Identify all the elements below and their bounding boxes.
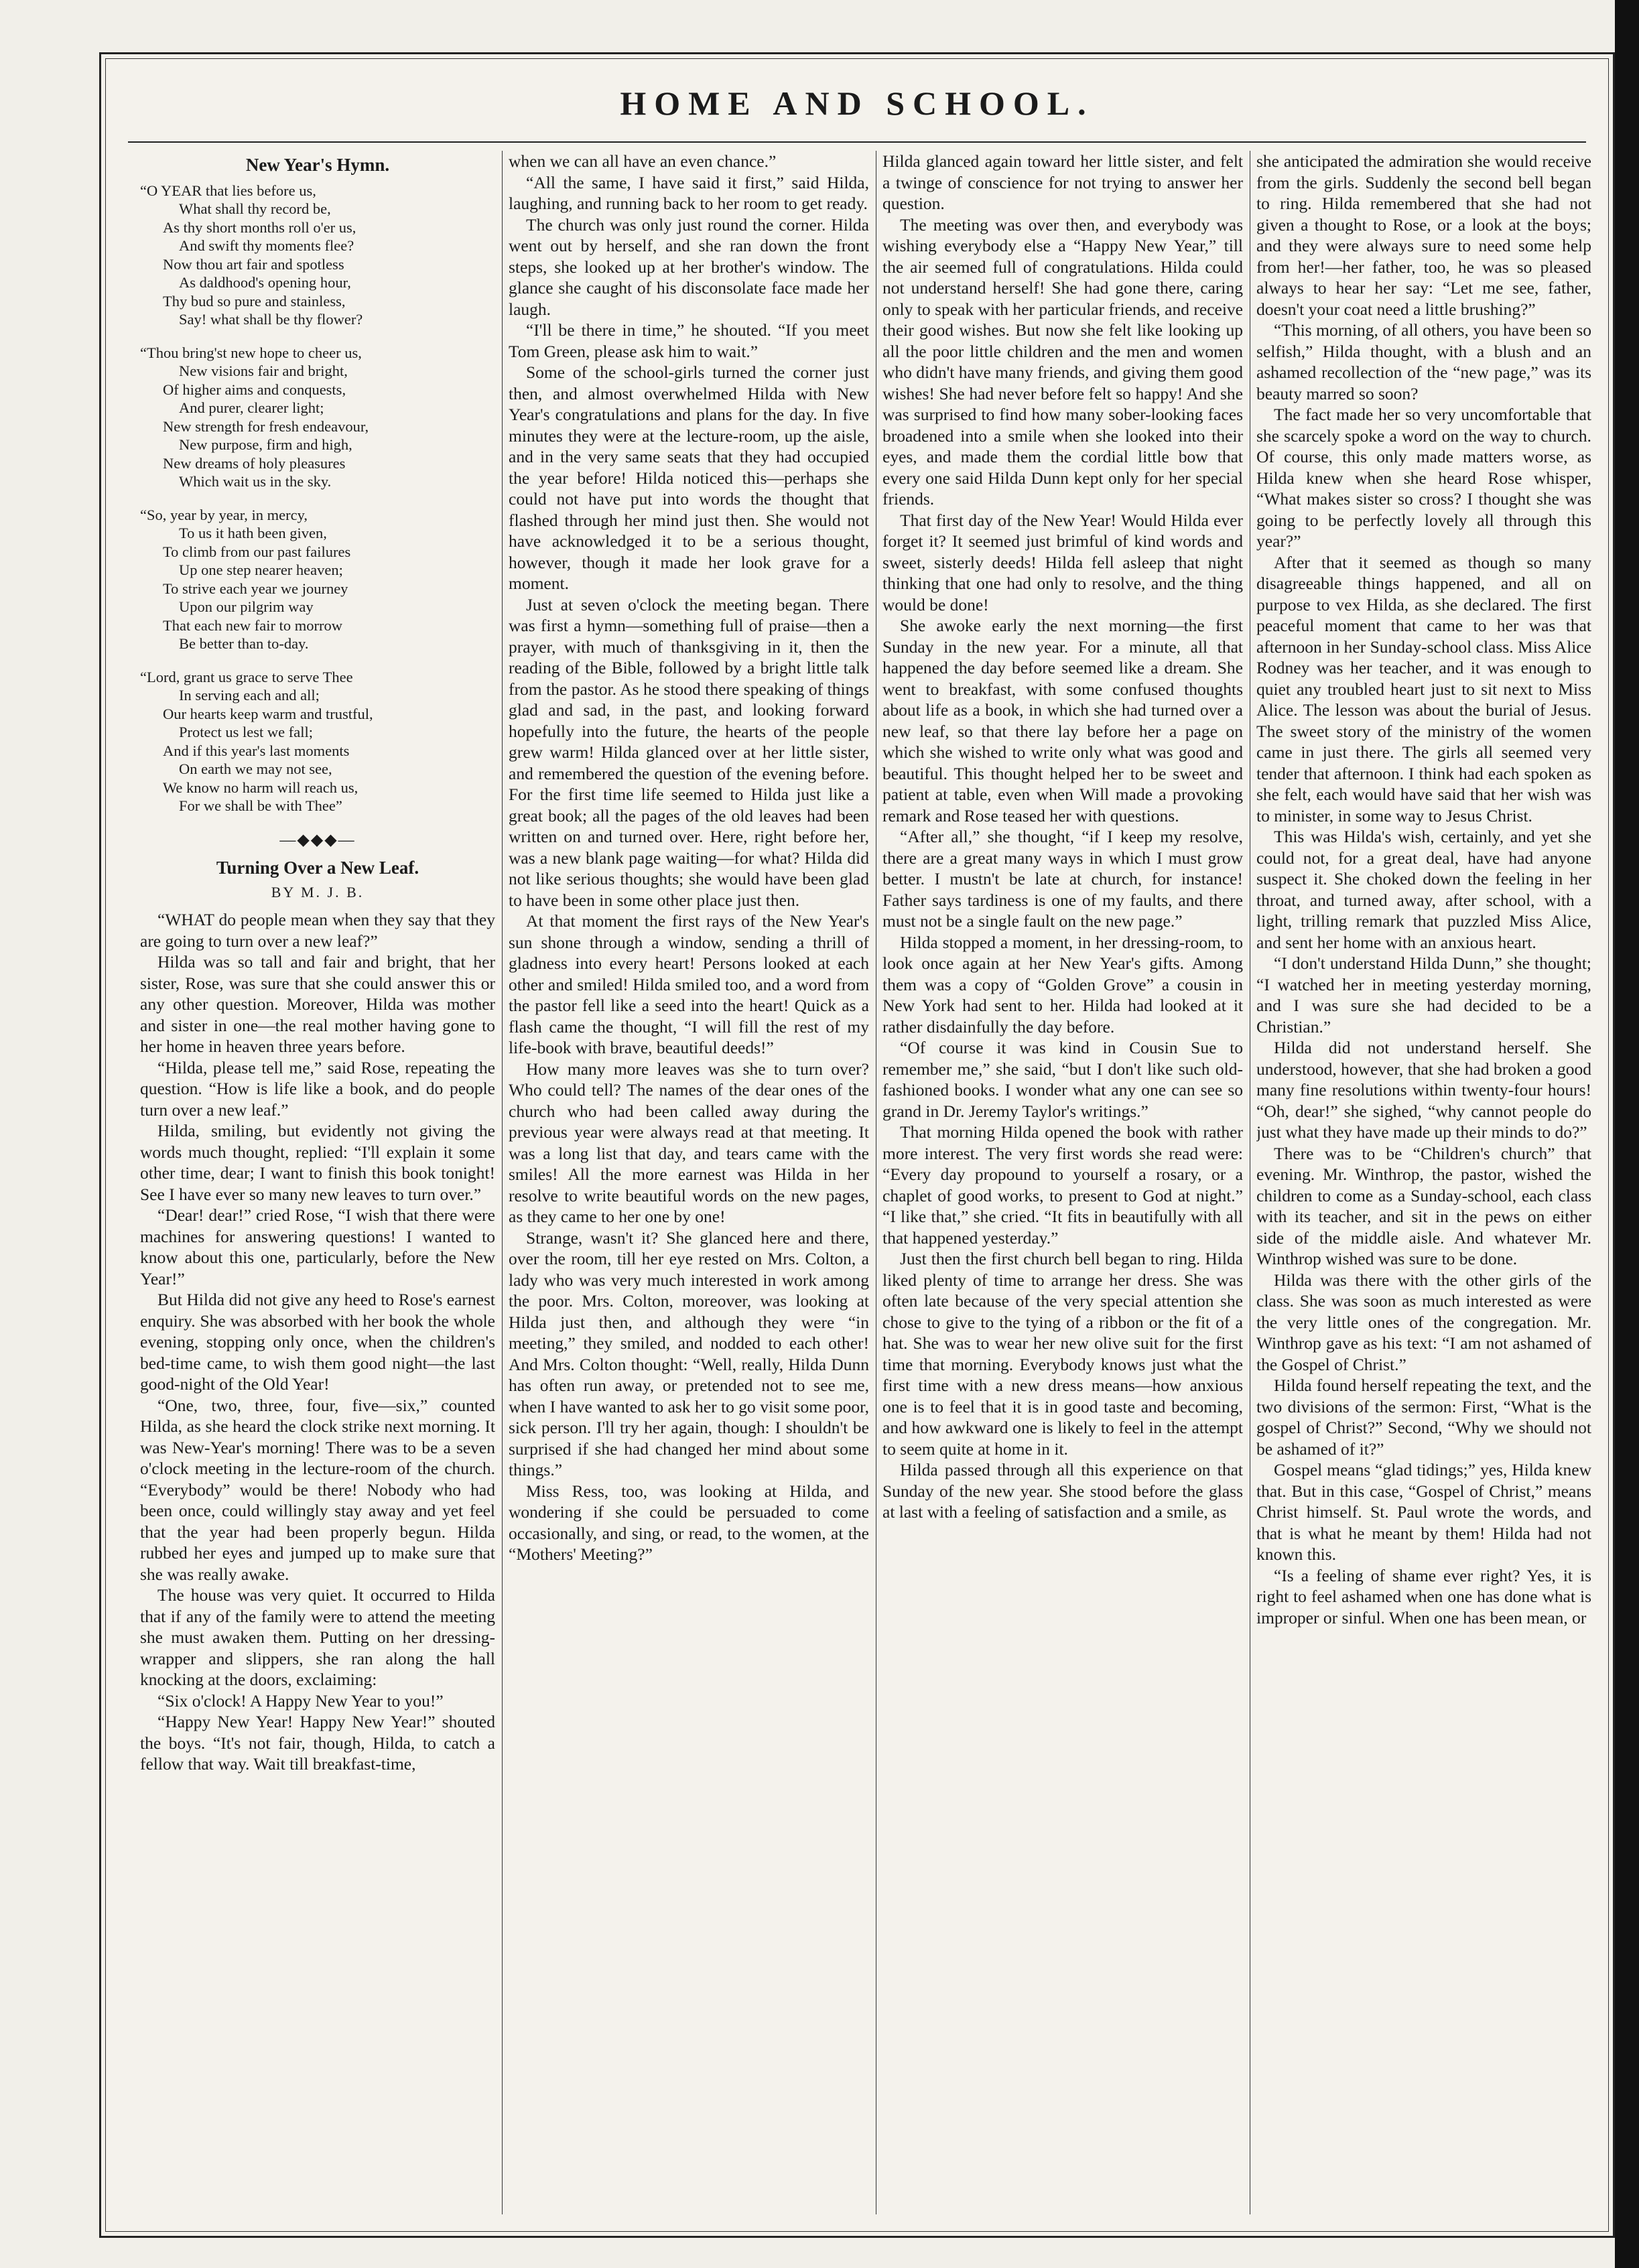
hymn-line: New dreams of holy pleasures [163,454,346,472]
hymn-line: “O YEAR that lies before us, [140,182,316,199]
hymn-line: On earth we may not see, [179,760,332,777]
hymn-line: Upon our pilgrim way [179,598,314,615]
hymn-line: We know no harm will reach us, [163,779,358,796]
story-paragraph: There was to be “Children's church” that evening. Mr. Winthrop, the pastor, wished the children to come as a Sunday-school, each class with its teacher, and sit in the pews on either side of the middle aisle. And whatever Mr. Winthrop wished was sure to be done. [1256,1143,1591,1268]
column-2-text [509,151,869,1565]
story-paragraph: Hilda, smiling, but evidently not giving the words much thought, replied: “I'll explain it some other time, dear; I want to finish this book tonight! See I have ever so many new leaves to turn over.” [140,1121,495,1204]
hymn-line: New purpose, firm and high, [179,436,352,453]
story-paragraph: when we can all have an even chance.” [509,151,777,171]
column-2 [509,151,869,2214]
column-4 [1256,151,1591,2214]
hymn-line: Our hearts keep warm and trustful, [163,705,373,722]
hymn-stanzas [140,182,495,815]
story-paragraph: Just then the first church bell began to ring. Hilda liked plenty of time to arrange her dress. She was often late because of the very special attention she chose to give to the tying of a ribbon or the fit of a hat. She was to wear her new olive suit for the first time that morning. Everybody knows just what the first time with a new dress means—how anxious one is to feel that it is in good taste and becoming, and how awkward one is likely to feel in the attempt to seem quite at home in it. [882,1249,1243,1459]
story-paragraph: Hilda glanced again toward her little sister, and felt a twinge of conscience for not trying to answer her question. [882,151,1243,213]
hymn-line: To us it hath been given, [179,525,327,541]
hymn-stanza [140,182,495,329]
hymn-line: Which wait us in the sky. [179,473,332,490]
hymn-line: As daldhood's opening hour, [179,274,351,291]
column-4-text [1256,151,1591,1628]
story-paragraph: Strange, wasn't it? She glanced here and there, over the room, till her eye rested on Mrs. Colton, a lady who was very much interested in work among the poor. Mrs. Colton, moreover, was looking at Hilda just then, and although they were “in meeting,” they smiled, and nodded to each other! And Mrs. Colton thought: “Well, really, Hilda Dunn has often run away, or pretended not to see me, when I have wanted to ask her to go visit some poor, sick person. I'll try her again, though: I shouldn't be surprised if she had changed her mind about some things.” [509,1227,869,1479]
separator-ornament: —◆◆◆— [279,831,356,849]
hymn-title: New Year's Hymn. [245,155,390,175]
hymn-line: Be better than to-day. [179,635,309,652]
story-paragraph: “Happy New Year! Happy New Year!” shouted the boys. “It's not fair, though, Hilda, to catch a fellow that way. Wait till breakfast-time, [140,1712,495,1774]
hymn-line: “Lord, grant us grace to serve Thee [140,668,353,685]
story-paragraph: Hilda was there with the other girls of the class. She was soon as much interested as were the very little ones of the congregation. Mr. Winthrop gave as his text: “I am not ashamed of the Gospel of Christ.” [1256,1270,1591,1374]
column-divider [502,151,503,2214]
story-paragraph: At that moment the first rays of the New Year's sun shone through a window, sending a thrill of gladness into every heart! Persons looked at each other and smiled! Hilda smiled too, and a word from the pastor fell like a seed into the heart! Quick as a flash came the thought, “I will fill the rest of my life-book with brave, beautiful deeds!” [509,911,869,1057]
page-edge-shadow [1615,0,1639,2268]
story-paragraph: “This morning, of all others, you have been so selfish,” Hilda thought, with a blush and an ashamed recollection of the “new page,” was its beauty marred so soon? [1256,320,1591,403]
column-3 [882,151,1243,2214]
column-1-text [140,909,495,1775]
story-paragraph: “WHAT do people mean when they say that they are going to turn over a new leaf?” [140,910,495,951]
story-paragraph: After that it seemed as though so many disagreeable things happened, and all on purpose to vex Hilda, as she declared. The first peaceful moment that came to her was that afternoon in her Sunday-school class. Miss Alice Rodney was her teacher, and it was enough to quiet any troubled heart just to sit next to Miss Alice. The lesson was about the burial of Jesus. The sweet story of the ministry of the women came in just there. The girls all seemed very tender that afternoon. I think had each spoken as she felt, each would have said that her wish was to minister, in some way to Jesus Christ. [1256,552,1591,825]
story-paragraph: Hilda found herself repeating the text, and the two divisions of the sermon: First, “What is the gospel of Christ?” Second, “Why we should not be ashamed of it?” [1256,1376,1591,1459]
hymn-line: Protect us lest we fall; [179,724,313,740]
column-3-text [882,151,1243,1523]
story-paragraph: But Hilda did not give any heed to Rose's earnest enquiry. She was absorbed with her book the whole evening, stopping only once, when the children's bed-time came, to wish them good night—the last good-night of the Old Year! [140,1290,495,1394]
story-paragraph: she anticipated the admiration she would receive from the girls. Suddenly the second bell began to ring. Hilda remembered that she had not given a thought to Rose, or a look at the boys; and they were always sure to need some help from her!—her father, too, he was so pleased always to hear her say: “Let me see, father, doesn't your coat need a little brushing?” [1256,151,1591,319]
hymn-line: Say! what shall be thy flower? [179,311,363,328]
hymn-line: For we shall be with Thee” [179,797,342,814]
hymn-stanza [140,506,495,653]
story-paragraph: The house was very quiet. It occurred to Hilda that if any of the family were to attend the meeting she must awaken them. Putting on her dressing-wrapper and slippers, she ran along the hall knocking at the doors, exclaiming: [140,1585,495,1689]
hymn-line: New visions fair and bright, [179,362,348,379]
story-paragraph: “Dear! dear!” cried Rose, “I wish that there were machines for answering questions! I wanted to know about this one, particularly, before the New Year!” [140,1205,495,1288]
story-paragraph: Hilda stopped a moment, in her dressing-room, to look once again at her New Year's gifts. Among them was a copy of “Golden Grove” a cousin in New York had sent to her. Hilda had looked at it rather disdainfully the day before. [882,932,1243,1037]
story-paragraph: “All the same, I have said it first,” said Hilda, laughing, and running back to her room to get ready. [509,172,869,213]
hymn-line: To climb from our past failures [163,543,351,560]
story-paragraph: Hilda was so tall and fair and bright, that her sister, Rose, was sure that she could answer this or any other question. Moreover, Hilda was mother and sister in one—the real mother having gone to her home in heaven three years before. [140,952,495,1056]
story-paragraph: The fact made her so very uncomfortable that she scarcely spoke a word on the way to church. Of course, this only made matters worse, as Hilda knew when she heard Rose whisper, “What makes sister so cross? I thought she was going to be perfectly lovely all through this year?” [1256,405,1591,551]
story-paragraph: The meeting was over then, and everybody was wishing everybody else a “Happy New Year,” till the air seemed full of congratulations. Hilda could not understand herself! She had gone there, caring only to speak with her particular friends, and receive their good wishes. But now she felt like looking up all the poor little children and the men and women who didn't have many friends, and giving them good wishes! She had never before felt so happy! And she was surprised to find how many sober-looking faces broadened into a smile when she looked into their eyes, and made them the cordial little bow that every one said Hilda Dunn kept only for her special friends. [882,214,1243,509]
story-paragraph: Hilda did not understand herself. She understood, however, that she had broken a good many fine resolutions within twenty-four hours! “Oh, dear!” she sighed, “why cannot people do just what they have made up their minds to do?” [1256,1038,1591,1142]
hymn-line: Of higher aims and conquests, [163,381,346,398]
hymn-stanza [140,668,495,815]
story-paragraph: “I don't understand Hilda Dunn,” she thought; “I watched her in meeting yesterday morning, and I was sure she had decided to be a Christian.” [1256,953,1591,1037]
story-paragraph: That first day of the New Year! Would Hilda ever forget it? It seemed just brimful of kind words and sweet, sisterly deeds! Hilda fell asleep that night thinking that one had only to resolve, and the thing would be done! [882,510,1243,614]
story-paragraph: The church was only just round the corner. Hilda went out by herself, and she ran down the front steps, she looked up at her brother's window. The glance she caught of his disconsolate face made her laugh. [509,214,869,319]
hymn-line: That each new fair to morrow [163,616,343,634]
story-paragraph: “Of course it was kind in Cousin Sue to remember me,” she said, “but I don't like such old-fashioned books. I wonder what any one can see so grand in Dr. Jeremy Taylor's writings.” [882,1038,1243,1121]
hymn-line: “So, year by year, in mercy, [140,506,308,523]
story-byline: BY M. J. B. [271,883,365,900]
story-paragraph: Gospel means “glad tidings;” yes, Hilda knew that. But in this case, “Gospel of Christ,” means Christ himself. St. Paul wrote the words, and that is what he meant by them! Hilda had not known this. [1256,1460,1591,1564]
story-paragraph: “Is a feeling of shame ever right? Yes, it is right to feel ashamed when one has done what is improper or sinful. When one has been mean, or [1256,1565,1591,1627]
hymn-line: And swift thy moments flee? [179,237,354,254]
story-paragraph: “One, two, three, four, five—six,” counted Hilda, as she heard the clock strike next morning. It was New-Year's morning! There was to be a seven o'clock meeting in the lecture-room of the church. “Everybody” would be there! Nobody who had been once, could willingly stay away and yet feel that the year had been properly begun. Hilda rubbed her eyes and jumped up to make sure that she was really awake. [140,1395,495,1584]
story-paragraph: That morning Hilda opened the book with rather more interest. The very first words she read were: “Every day propound to yourself a rosary, or a chaplet of good works, to present to God at night.” “I like that,” she cried. “It fits in beautifully with all that happened yesterday.” [882,1122,1243,1248]
story-paragraph: How many more leaves was she to turn over? Who could tell? The names of the dear ones of the church who had been called away during the previous year were always read at that meeting. It was a long list that day, and tears came with the smiles! All the more earnest was Hilda in her resolve to write beautiful words on the new pages, as they came to her one by one! [509,1059,869,1226]
hymn-line: And purer, clearer light; [179,399,324,416]
masthead-rule [128,141,1586,143]
hymn-line: Up one step nearer heaven; [179,561,343,578]
hymn-line: What shall thy record be, [179,200,331,217]
story-paragraph: “Hilda, please tell me,” said Rose, repeating the question. “How is life like a book, and do people turn over a new leaf.” [140,1057,495,1120]
hymn-line: And if this year's last moments [163,742,350,759]
hymn-line: New strength for fresh endeavour, [163,417,369,435]
story-paragraph: “Six o'clock! A Happy New Year to you!” [157,1690,444,1711]
story-paragraph: This was Hilda's wish, certainly, and yet she could not, for a great deal, have had anyone suspect it. She choked down the feeling in her throat, and turned away, after school, with a light, trilling remark that puzzled Miss Alice, and sent her home with an anxious heart. [1256,827,1591,952]
hymn-line: In serving each and all; [179,687,320,704]
hymn-line: As thy short months roll o'er us, [163,218,356,236]
hymn-line: Now thou art fair and spotless [163,255,344,273]
hymn-line: Thy bud so pure and stainless, [163,292,346,310]
story-paragraph: Just at seven o'clock the meeting began. There was first a hymn—something full of praise—then a prayer, with much of thanksgiving in it, then the reading of the Bible, followed by a bright little talk from the pastor. As he stood there speaking of things glad and sad, in the past, and looking forward hopefully into the future, the hearts of the people grew warm! Hilda glanced over at her little sister, and remembered the question of the evening before. For the first time life seemed to Hilda just like a great book; all the pages of the old leaves had been written on and turned over. Here, right before her, was a new blank page waiting—for what? Hilda did not like serious thoughts; she would have been glad to have been in some other place just then. [509,594,869,910]
hymn-line: To strive each year we journey [163,580,348,597]
hymn-line: “Thou bring'st new hope to cheer us, [140,344,362,361]
story-paragraph: Miss Ress, too, was looking at Hilda, and wondering if she could be persuaded to come occasionally, and sing, or read, to the women, at the “Mothers' Meeting?” [509,1481,869,1564]
story-paragraph: Some of the school-girls turned the corner just then, and almost overwhelmed Hilda with New Year's congratulations and plans for the day. In five minutes they were at the lecture-room, up the aisle, and in the very same seats that they had occupied the year before! Hilda noticed this—perhaps she could not have put into words the thought that flashed through her mind just then. She would not have acknowledged it to be a serious thought, however, though it made her look grave for a moment. [509,362,869,593]
column-1 [140,151,495,2214]
story-paragraph: “After all,” she thought, “if I keep my resolve, there are a great many ways in which I must grow better. I mustn't be late at church, for instance! Father says tardiness is one of my faults, and there must not be a single fault on the new page.” [882,827,1243,931]
hymn-stanza [140,344,495,491]
story-paragraph: Hilda passed through all this experience on that Sunday of the new year. She stood before the glass at last with a feeling of satisfaction and a smile, as [882,1460,1243,1522]
story-title: Turning Over a New Leaf. [216,858,419,878]
story-paragraph: She awoke early the next morning—the first Sunday in the new year. For a minute, all that happened the day before seemed like a dream. She went to breakfast, with some confused thoughts about life as a book, in which she had turned over a new leaf, so that there lay before her a page on which she wished to write only what was good and beautiful. This thought helped her to be sweet and patient at table, even when Will made a provoking remark and Rose teased her with questions. [882,616,1243,825]
masthead-title: HOME AND SCHOOL. [620,84,1094,122]
story-paragraph: “I'll be there in time,” he shouted. “If you meet Tom Green, please ask him to wait.” [509,320,869,361]
newspaper-page [99,52,1615,2238]
